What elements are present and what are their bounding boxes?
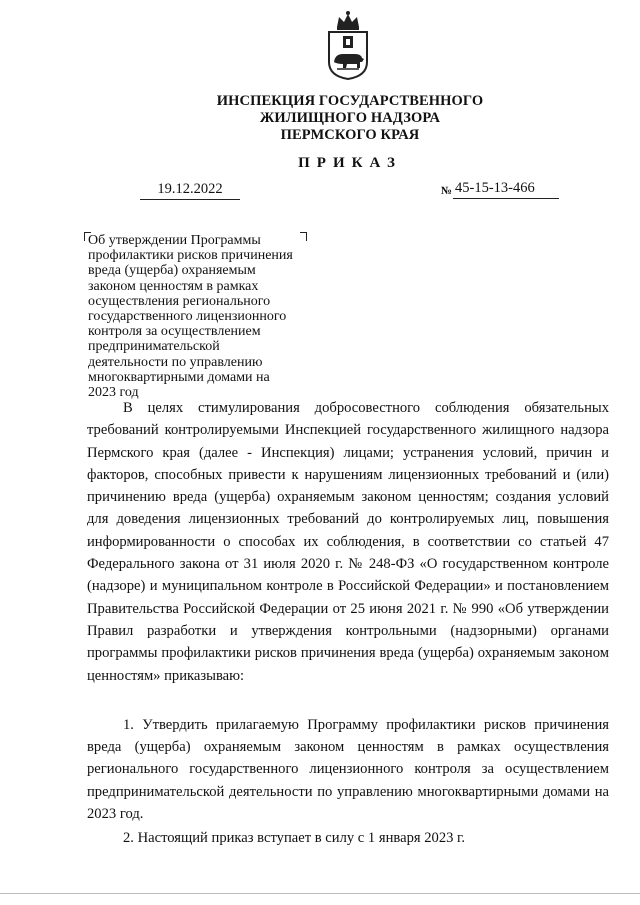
document-number: 45-15-13-466 [453,180,559,199]
order-body [87,397,609,850]
subject-line: Об утверждении Программы [88,233,261,248]
org-line-1: ИНСПЕКЦИЯ ГОСУДАРСТВЕННОГО [216,93,484,109]
subject-line: профилактики рисков причинения [88,248,293,264]
subject-line: вреда (ущерба) охраняемым [88,263,256,279]
organization-name [190,93,510,144]
org-line-2: ЖИЛИЩНОГО НАДЗОРА [259,110,441,126]
subject-line: государственного лицензионного [88,309,287,325]
order-item-2: 2. Настоящий приказ вступает в силу с 1 января 2023 г. [123,830,466,847]
scan-edge-line [0,893,640,894]
subject-line: деятельности по управлению [88,354,263,370]
document-subject [88,233,314,400]
subject-line: предпринимательской [88,339,220,355]
number-sign: № [441,185,453,197]
document-type: ПРИКАЗ [298,155,402,171]
perm-krai-coat-of-arms-icon [325,10,371,80]
subject-line: осуществления регионального [88,293,271,309]
subject-line: контроля за осуществлением [88,324,261,340]
subject-line: законом ценностям в рамках [88,278,259,294]
subject-line: 2023 год [88,385,139,401]
order-item-1: 1. Утвердить прилагаемую Программу профилактики рисков причинения вреда (ущерба) охраняемым законом ценностям в рамках осуществления регионального государственного лицензионного контроля за осуществлением предпринимательской деятельности по управлению многоквартирными домами на 2023 год. [87,716,609,823]
org-line-3: ПЕРМСКОГО КРАЯ [280,127,420,143]
subject-line: многоквартирными домами на [88,369,270,385]
document-date: 19.12.2022 [140,181,240,200]
preamble-paragraph: В целях стимулирования добросовестного соблюдения обязательных требований контролируемыми Инспекцией государственного жилищного надзора Пермского края (далее - Инспекция) лицами; устранения условий, причин и факторов, способных привести к нарушениям лицензионных требований и (или) причинению вреда (ущерба) охраняемым законом ценностям; создания условий для доведения лицензионных требований до контролируемых лиц, повышения информированности о способах их соблюдения, в соответствии со статьей 47 Федерального закона от 31 июля 2020 г. № 248-ФЗ «О государственном контроле (надзоре) и муниципальном контроле в Российской Федерации» и постановлением Правительства Российской Федерации от 25 июня 2021 г. № 990 «Об утверждении Правил разработки и утверждения контрольными (надзорными) органами программы профилактики рисков причинения вреда (ущерба) охраняемым законом ценностям» приказываю: [87,400,609,684]
